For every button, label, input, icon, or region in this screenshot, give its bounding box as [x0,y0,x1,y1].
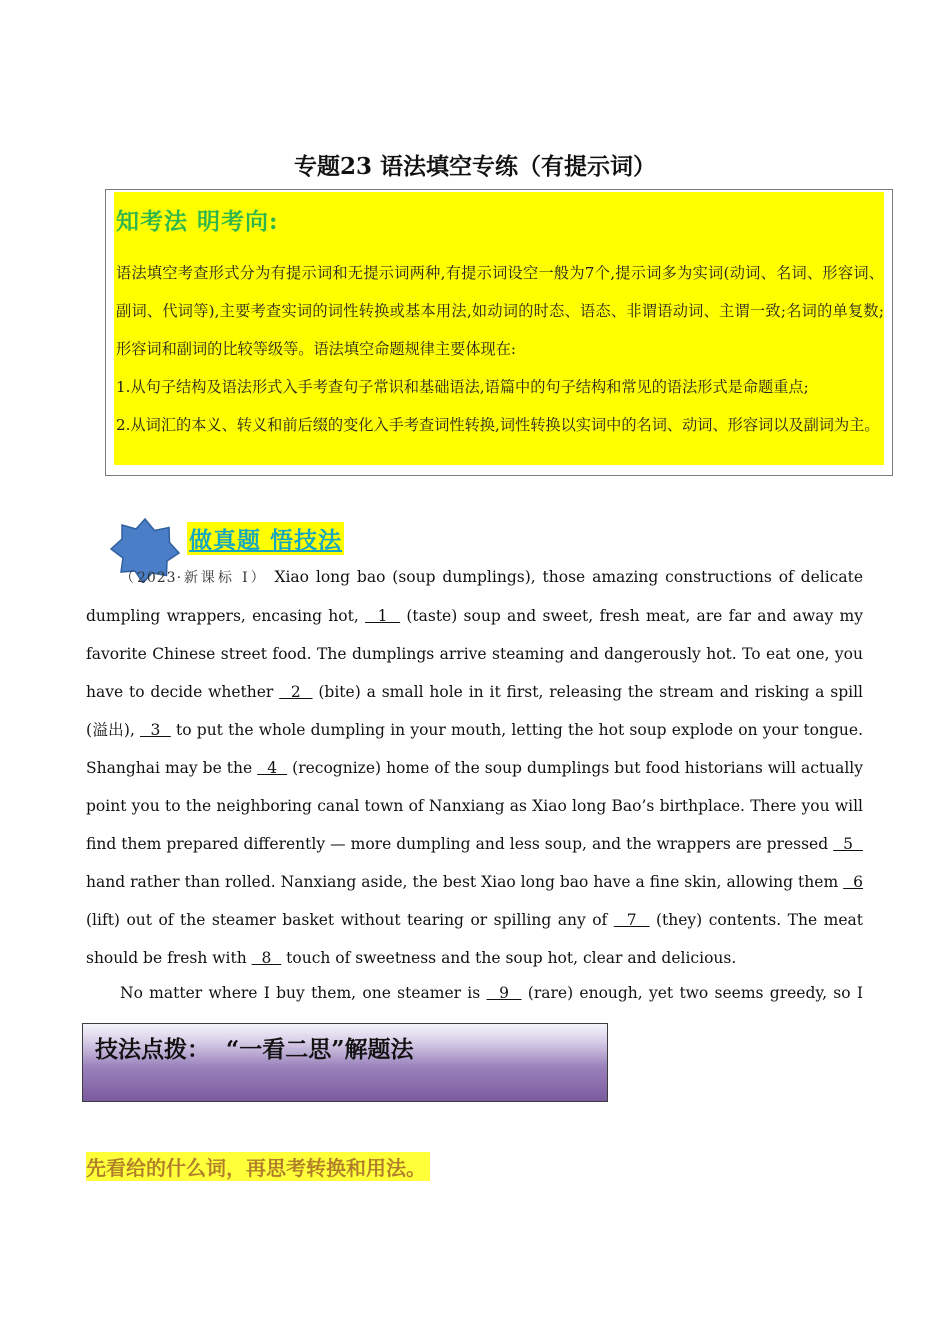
passage-text: No matter where I buy them, one steamer is [120,984,487,1002]
passage-text: (rare) enough, yet two seems greedy, so I [527,984,863,1002]
tip-title: 技法点拨： “一看二思”解题法 [95,1036,414,1063]
passage-source: （2023·新课标 I） [120,570,268,586]
exam-overview-highlight [114,192,884,465]
blank-9: 9 [486,984,522,1002]
passage-text: Xiao long bao (soup dumplings), those amazing constructions of delicate dumpling wrappers, encasing hot, [86,568,863,625]
passage-paragraph-1 [86,558,863,977]
blank-5: 5 [833,835,863,853]
section-heading: 做真题 悟技法 [187,522,344,555]
blank-2: 2 [279,683,313,701]
passage-text: (bite) a small hole in it first, releasing the stream and risking a spill (溢出), [86,683,863,739]
tip-highlight-line: 先看给的什么词，再思考转换和用法。 [86,1152,430,1181]
passage-text: (taste) soup and sweet, fresh meat, are far and away my favorite Chinese street food. The dumplings arrive steaming and dangerously hot. To eat one, you have to decide whether [86,607,863,701]
blank-1: 1 [365,607,401,625]
overview-point-2: 2.从词汇的本义、转义和前后缀的变化入手考查词性转换,词性转换以实词中的名词、动词、形容词以及副词为主。 [116,416,880,434]
passage-text: touch of sweetness and the soup hot, clear and delicious. [281,949,737,967]
passage-text: hand rather than rolled. Nanxiang aside, the best Xiao long bao have a fine skin, allowing them [86,873,844,891]
blank-4: 4 [257,759,288,777]
blank-7: 7 [613,911,650,929]
overview-point-1: 1.从句子结构及语法形式入手考查句子常识和基础语法,语篇中的句子结构和常见的语法形式是命题重点; [116,378,809,396]
exam-overview-box [105,189,893,476]
document-title: 专题23 语法填空专练（有提示词） [293,153,656,180]
overview-paragraph: 语法填空考查形式分为有提示词和无提示词两种,有提示词设空一般为7个,提示词多为实词(动词、名词、形容词、副词、代词等),主要考查实词的词性转换或基本用法,如动词的时态、语态、非谓语动词、主谓一致;名词的单复数;形容词和副词的比较等级等。语法填空命题规律主要体现在: [116,264,884,358]
blank-8: 8 [251,949,282,967]
passage-text: (lift) out of the steamer basket without tearing or spilling any of [86,911,614,929]
blank-3: 3 [140,721,171,739]
passage-text: (they) contents. The meat should be fresh with [86,911,863,967]
blank-6: 6 [843,873,863,891]
passage-text: (recognize) home of the soup dumplings but food historians will actually point you to the neighboring canal town of Nanxiang as Xiao long Bao’s birthplace. There you will find them prepared differently — more dumpling and less soup, and the wrappers are pressed [86,759,864,853]
tip-box [82,1023,608,1102]
reading-passage [86,558,863,1050]
passage-text: to put the whole dumpling in your mouth, letting the hot soup explode on your tongue. Shanghai may be the [86,721,863,777]
exam-overview-heading: 知考法 明考向: [116,208,279,235]
exam-overview-body [116,254,884,444]
